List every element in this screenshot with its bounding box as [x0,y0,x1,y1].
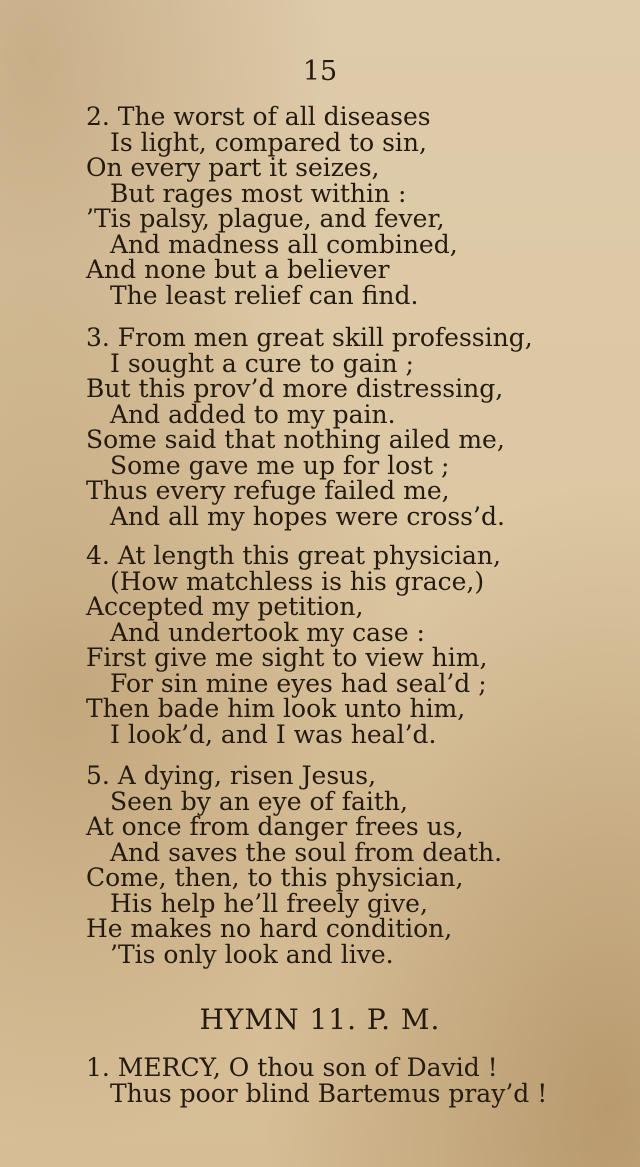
verse-line: Some said that nothing ailed me, [86,425,505,454]
verse-line: For sin mine eyes had seal’d ; [110,668,487,698]
stanza-5 [86,763,626,967]
verse-line: Some gave me up for lost ; [110,450,450,480]
stanza-4 [86,543,626,747]
verse-line: 4. At length this great physician, [86,541,501,570]
verse-line: And none but a believer [86,255,390,284]
verse-line: And saves the soul from death. [110,837,503,867]
verse-line: 1. MERCY, O thou son of David ! [86,1053,498,1082]
verse-line: At once from danger frees us, [86,812,464,841]
verse-line: (How matchless is his grace,) [110,566,485,596]
verse-line: Thus every refuge failed me, [86,476,450,505]
verse-line: Is light, compared to sin, [110,127,427,157]
verse-line: And madness all combined, [110,229,458,259]
verse-line: ’Tis palsy, plague, and fever, [86,204,445,233]
verse-line: I look’d, and I was heal’d. [110,719,437,749]
verse-line: 5. A dying, risen Jesus, [86,761,377,790]
verse-line: And all my hopes were cross’d. [110,501,505,531]
hymn-heading: HYMN 11. P. M. [199,1003,441,1036]
verse-line: Accepted my petition, [86,592,364,621]
verse-line: The least relief can find. [110,280,419,310]
stanza-3 [86,325,626,529]
verse-line: First give me sight to view him, [86,643,488,672]
stanza-2 [86,104,626,308]
verse-line: ’Tis only look and live. [110,939,394,969]
page-number: 15 [302,56,338,87]
verse-line: But this prov’d more distressing, [86,374,504,403]
verse-line: Seen by an eye of faith, [110,786,408,816]
verse-line: But rages most within : [110,178,407,208]
verse-line: 2. The worst of all diseases [86,102,431,131]
verse-line: And added to my pain. [110,399,396,429]
verse-line: He makes no hard condition, [86,914,453,943]
verse-line: His help he’ll freely give, [110,888,428,918]
verse-line: And undertook my case : [110,617,425,647]
verse-line: On every part it seizes, [86,153,380,182]
verse-line: Come, then, to this physician, [86,863,464,892]
verse-line: Thus poor blind Bartemus pray’d ! [110,1078,548,1108]
hymn-11-stanza-1 [86,1055,626,1106]
verse-line: 3. From men great skill professing, [86,323,533,352]
verse-line: Then bade him look unto him, [86,694,466,723]
verse-line: I sought a cure to gain ; [110,348,414,378]
